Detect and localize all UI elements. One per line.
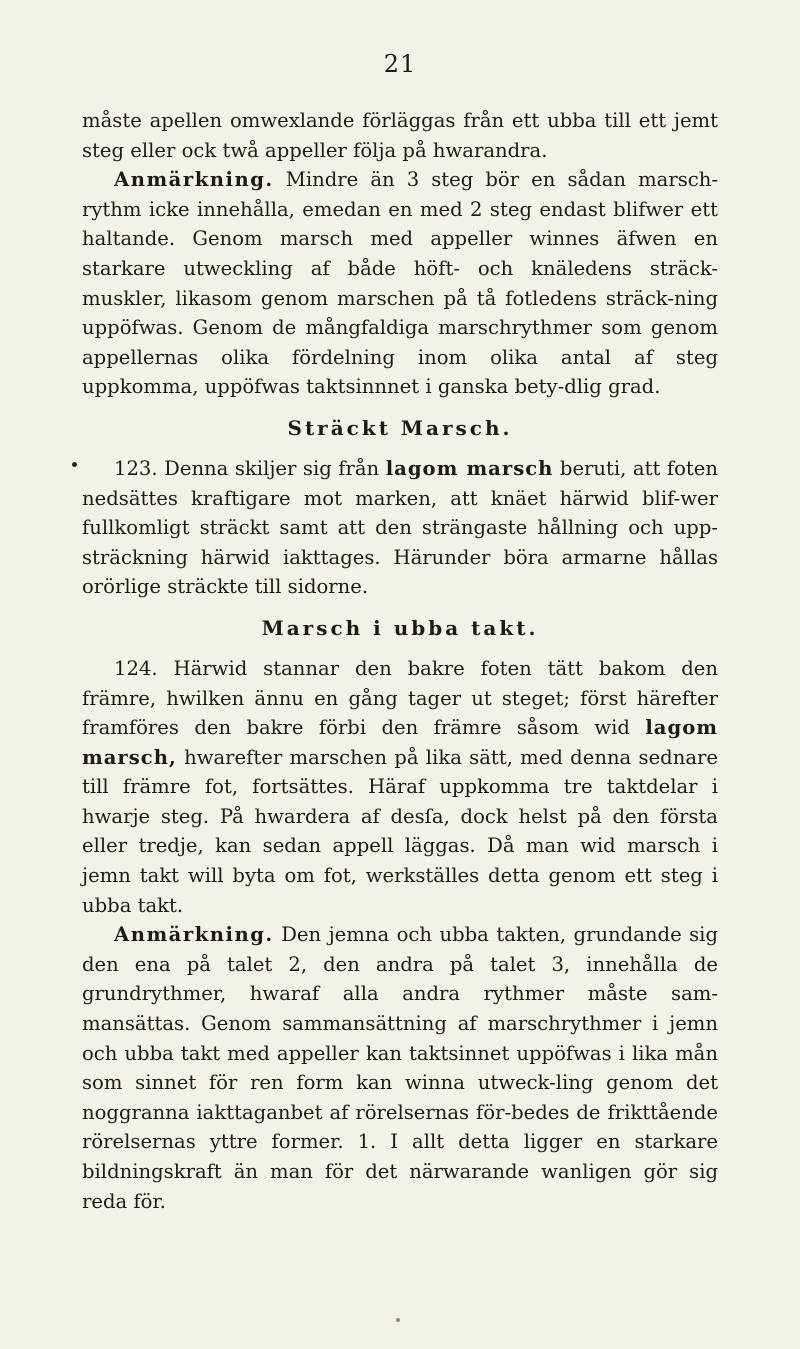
- page-number: 21: [383, 50, 417, 78]
- note-lead-1: Anmärkning.: [114, 168, 274, 192]
- p124-part2: hwarefter marschen på lika sätt, med denna sednare till främre fot, fortsättes. Häraf uppkomma tre taktdelar i hwarje steg. På hwardera af desſa, dock helst på den första eller tredje, kan sedan appell läggas. Då man wid marsch i jemn takt will byta om fot, werkställes detta genom ett steg i ubba takt.: [82, 745, 718, 917]
- book-page: [82, 50, 718, 1310]
- note-lead-2: Anmärkning.: [114, 923, 274, 947]
- note-paragraph-1: [82, 165, 718, 402]
- note-text-1: Mindre än 3 steg bör en sådan marsch-rythm icke innehålla, emedan en med 2 steg endast blifwer ett haltande. Genom marsch med appeller winnes äfwen en starkare utweckling af både höft- och knäledens sträck-muskler, likasom genom marschen på tå fotledens sträck-ning uppöfwas. Genom de mångfaldiga marschrythmer som genom appellernas olika fördelning inom olika antal af steg uppkomma, uppöfwas taktsinnnet i ganska bety-dlig grad.: [82, 168, 718, 399]
- section-heading-odd-time-march: Marsch i ubba takt.: [261, 615, 539, 640]
- note-text-2: Den jemna och ubba takten, grundande sig den ena på talet 2, den andra på talet 3, innehålla de grundrythmer, hwaraf alla andra rythmer måste sam-mansättas. Genom sammansättning af marschrythmer i jemn och ubba takt med appeller kan taktsinnet uppöfwas i lika mån som sinnet för ren form kan winna utweck-ling genom det noggranna iakttaganbet af rörelsernas för-bedes de frikttående rörelsernas yttre former. 1. I allt detta ligger en starkare bildningskraft än man för det närwarande wanligen gör sig reda för.: [82, 923, 718, 1213]
- margin-speck-left: [72, 462, 77, 467]
- margin-speck-bottom: [396, 1318, 400, 1322]
- p124-part1: 124. Härwid stannar den bakre foten tätt bakom den främre, hwilken ännu en gång tager ut steget; först härefter framföres den bakre förbi den främre såsom wid: [82, 656, 718, 740]
- p123-emphasis: lagom marsch: [385, 456, 554, 480]
- paragraph-123: [82, 454, 718, 602]
- paragraph-124: [82, 654, 718, 920]
- continuation-paragraph: måste apellen omwexlande förläggas från ett ubba till ett jemt steg eller ock twå appeller följa på hwarandra.: [82, 109, 718, 162]
- note-paragraph-2: [82, 920, 718, 1216]
- p124-emphasis: lagom marsch,: [82, 716, 718, 769]
- p123-part2: beruti, att foten nedsättes kraftigare mot marken, att knäet härwid blif-wer fullkomligt sträckt samt att den strängaste hållning och upp-sträckning härwid iakttages. Härunder böra armarne hållas orörlige sträckte till sidorne.: [82, 456, 718, 599]
- section-heading-straight-march: Sträckt Marsch.: [287, 415, 513, 440]
- p123-part1: 123. Denna skiljer sig från: [114, 456, 386, 480]
